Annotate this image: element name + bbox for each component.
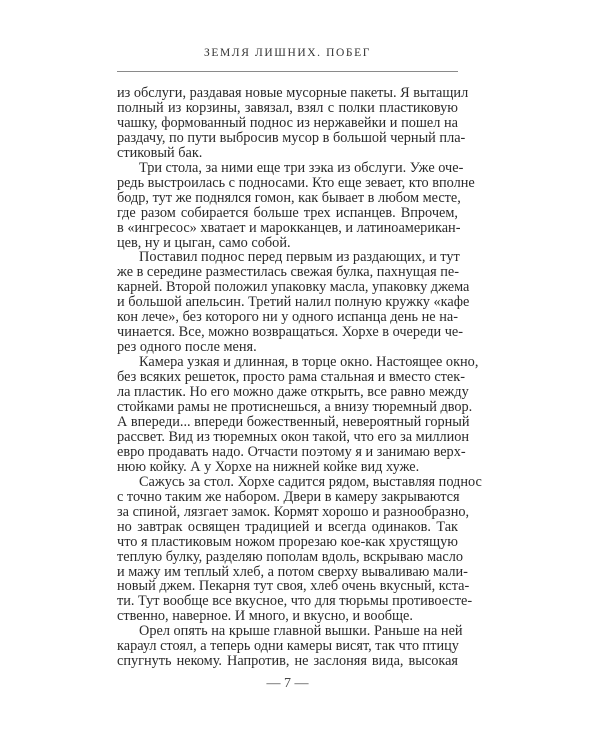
header-rule	[117, 71, 458, 72]
text-line: раздачу, по пути выбросив мусор в большой черный пла-	[117, 129, 466, 146]
text-line: Орел опять на крыше главной вышки. Раньше на ней	[139, 623, 463, 640]
body-text	[117, 85, 482, 670]
text-line: цев, ну и цыган, само собой.	[117, 234, 291, 251]
text-line: стойками рамы не протиснешься, а внизу тюремный двор.	[117, 399, 473, 416]
paragraph	[117, 159, 475, 251]
text-line: где разом собирается больше трех испанцев. Впрочем,	[117, 204, 458, 221]
text-line: за спиной, лязгает замок. Кормят хорошо и разнообразно,	[117, 503, 470, 520]
text-line: спугнуть некому. Напротив, не заслоняя вида, высокая	[117, 653, 458, 670]
text-line: Поставил поднос перед первым из раздающих, и тут	[139, 249, 460, 266]
text-line: новый джем. Пекарня тут своя, хлеб очень вкусный, кста-	[117, 578, 470, 595]
text-line: что я пластиковым ножом прорезаю кое-как хрустящую	[117, 533, 458, 550]
text-line: и мажу им теплый хлеб, а потом сверху вываливаю мали-	[117, 563, 468, 580]
text-line: теплую булку, разделяю пополам вдоль, вскрываю масло	[117, 548, 463, 565]
text-line: стиковый бак.	[117, 144, 203, 161]
text-line: рассвет. Вид из тюремных окон такой, что его за миллион	[117, 428, 470, 445]
paragraph	[117, 249, 470, 356]
text-line: Сажусь за стол. Хорхе садится рядом, выставляя поднос	[139, 473, 482, 490]
text-line: из обслуги, раздавая новые мусорные пакеты. Я вытащил	[117, 85, 469, 101]
text-line: но завтрак освящен традицией и всегда одинаков. Так	[117, 518, 458, 535]
text-line: в «ингресос» хватает и марокканцев, и латиноамерикан-	[117, 219, 461, 236]
running-head: ЗЕМЛЯ ЛИШНИХ. ПОБЕГ	[203, 47, 371, 59]
text-line: чашку, формованный поднос из нержавейки и пошел на	[117, 114, 458, 131]
text-line: бодр, тут же поднялся гомон, как бывает в любом месте,	[117, 189, 461, 206]
text-line: редь выстроилась с подносами. Кто еще зевает, кто вполне	[117, 174, 475, 191]
paragraph	[117, 623, 463, 670]
text-line: полный из корзины, завязал, взял с полки пластиковую	[117, 99, 458, 116]
paragraph	[117, 354, 479, 475]
text-line: кон лече», без которого ни у одного испанца день не на-	[117, 309, 458, 326]
text-line: Камера узкая и длинная, в торце окно. Настоящее окно,	[139, 354, 479, 371]
text-line: ственно, наверное. И много, и вкусно, и вообще.	[117, 608, 413, 625]
text-line: с точно таким же набором. Двери в камеру закрываются	[117, 488, 460, 505]
book-page	[117, 0, 482, 750]
text-line: и большой апельсин. Третий налил полную кружку «кафе	[117, 294, 470, 311]
text-line: без всяких решеток, просто рама стальная и вместо стек-	[117, 369, 465, 386]
text-line: евро продавать надо. Отчасти поэтому я и занимаю верх-	[117, 443, 466, 460]
page-number: — 7 —	[266, 676, 309, 691]
text-line: же в середине разместилась свежая булка, пахнущая пе-	[117, 264, 460, 281]
text-line: ла пластик. Но его можно даже открыть, все равно между	[117, 384, 469, 401]
paragraph	[117, 85, 469, 161]
text-line: караул стоял, а теперь одни камеры висят, так что птицу	[117, 638, 459, 655]
text-line: Три стола, за ними еще три зэка из обслуги. Уже оче-	[139, 159, 464, 176]
paragraph	[117, 473, 482, 625]
text-line: рез одного после меня.	[117, 339, 257, 356]
text-line: А впереди... впереди божественный, невероятный горный	[117, 413, 470, 430]
text-line: ти. Тут вообще все вкусное, что для тюрьмы противоесте-	[117, 593, 473, 610]
text-line: нюю койку. А у Хорхе на нижней койке вид хуже.	[117, 458, 420, 475]
text-line: чинается. Все, можно возвращаться. Хорхе в очереди че-	[117, 324, 464, 341]
text-line: карней. Второй положил упаковку масла, упаковку джема	[117, 279, 470, 296]
